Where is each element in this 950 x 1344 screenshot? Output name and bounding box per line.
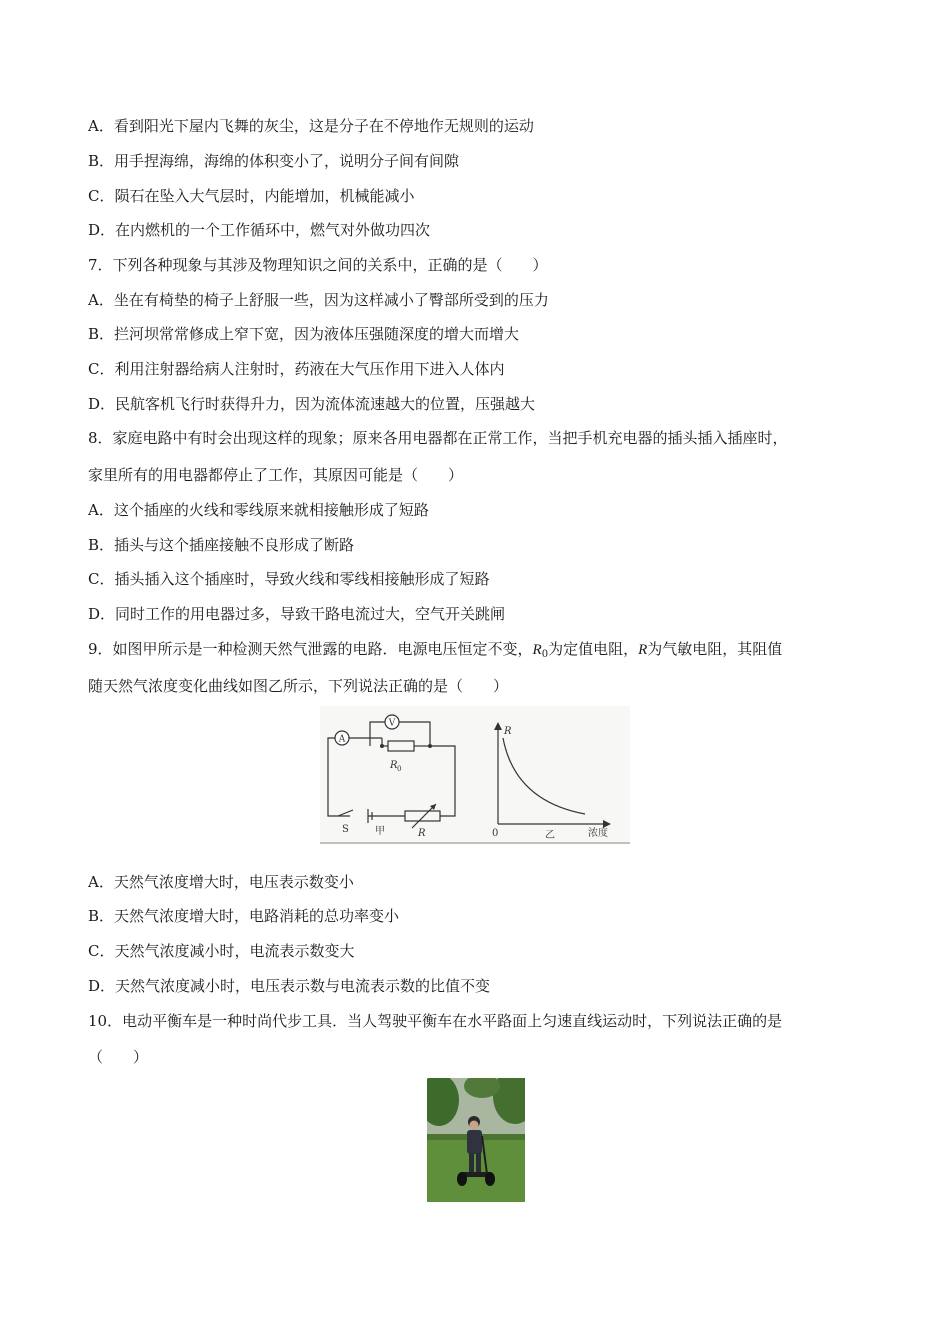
q9-option-b: B．天然气浓度增大时，电路消耗的总功率变小 [88, 907, 400, 925]
q8-option-d: D．同时工作的用电器过多，导致干路电流过大，空气开关跳闸 [88, 605, 506, 623]
r-symbol: R [638, 642, 648, 658]
r0-symbol: R [532, 642, 542, 658]
r0-label: R [390, 760, 398, 771]
yi-label: 乙 [545, 830, 555, 841]
q6-option-c: C．陨石在坠入大气层时，内能增加，机械能减小 [88, 187, 415, 205]
q10-stem-line2: （ ） [88, 1048, 149, 1066]
graph-x-label: 浓度 [588, 828, 608, 839]
junction-dot-right [428, 744, 432, 748]
figure-background [320, 706, 630, 844]
q9-figure [320, 706, 630, 844]
q9-stem-pre: 9．如图甲所示是一种检测天然气泄露的电路．电源电压恒定不变， [88, 640, 533, 658]
q9-option-d: D．天然气浓度减小时，电压表示数与电流表示数的比值不变 [88, 977, 491, 995]
q8-option-c: C．插头插入这个插座时，导致火线和零线相接触形成了短路 [88, 570, 490, 588]
q8-option-b: B．插头与这个插座接触不良形成了断路 [88, 536, 355, 554]
q7-stem: 7．下列各种现象与其涉及物理知识之间的关系中，正确的是（ ） [88, 256, 548, 274]
segway-platform [463, 1172, 489, 1177]
segway-wheel-right [485, 1172, 495, 1186]
rider-leg-left [469, 1153, 474, 1173]
graph-origin: 0 [492, 828, 499, 839]
q9-stem-mid: 为定值电阻， [548, 640, 639, 658]
q6-option-d: D．在内燃机的一个工作循环中，燃气对外做功四次 [88, 221, 431, 239]
rider-face [470, 1121, 479, 1130]
q8-stem-line2: 家里所有的用电器都停止了工作，其原因可能是（ ） [88, 466, 464, 484]
r-label: R [418, 828, 426, 839]
segway-photo [427, 1078, 525, 1202]
voltmeter-label: V [388, 718, 396, 729]
q9-option-c: C．天然气浓度减小时，电流表示数变大 [88, 942, 355, 960]
segway-wheel-left [457, 1172, 467, 1186]
q8-option-a: A．这个插座的火线和零线原来就相接触形成了短路 [88, 501, 429, 519]
q7-option-d: D．民航客机飞行时获得升力，因为流体流速越大的位置，压强越大 [88, 395, 536, 413]
rider-leg-right [476, 1153, 481, 1173]
q7-option-a: A．坐在有椅垫的椅子上舒服一些，因为这样减小了臀部所受到的压力 [88, 291, 549, 309]
q7-option-c: C．利用注射器给病人注射时，药液在大气压作用下进入人体内 [88, 360, 505, 378]
jia-label: 甲 [375, 826, 385, 837]
junction-dot-left [380, 744, 384, 748]
q6-option-a: A．看到阳光下屋内飞舞的灰尘，这是分子在不停地作无规则的运动 [88, 117, 534, 135]
q9-option-a: A．天然气浓度增大时，电压表示数变小 [88, 873, 354, 891]
q8-stem-line1: 8．家庭电路中有时会出现这样的现象；原来各用电器都在正常工作，当把手机充电器的插头插入插座时， [88, 429, 788, 447]
q10-stem-line1: 10．电动平衡车是一种时尚代步工具．当人驾驶平衡车在水平路面上匀速直线运动时，下列说法正确的是 [88, 1012, 783, 1030]
rider-jacket [467, 1130, 482, 1154]
graph-y-label: R [504, 726, 512, 737]
q6-option-b: B．用手捏海绵，海绵的体积变小了，说明分子间有间隙 [88, 152, 460, 170]
r0-subscript: 0 [541, 649, 549, 660]
q9-stem-line2: 随天然气浓度变化曲线如图乙所示，下列说法正确的是（ ） [88, 677, 509, 695]
switch-label: S [342, 824, 349, 835]
ammeter-label: A [338, 734, 346, 745]
q9-stem-line1 [88, 639, 782, 665]
q7-option-b: B．拦河坝常常修成上窄下宽，因为液体压强随深度的增大而增大 [88, 325, 520, 343]
r0-label-sub: 0 [397, 765, 402, 773]
q9-stem-post: 为气敏电阻，其阻值 [647, 640, 783, 658]
